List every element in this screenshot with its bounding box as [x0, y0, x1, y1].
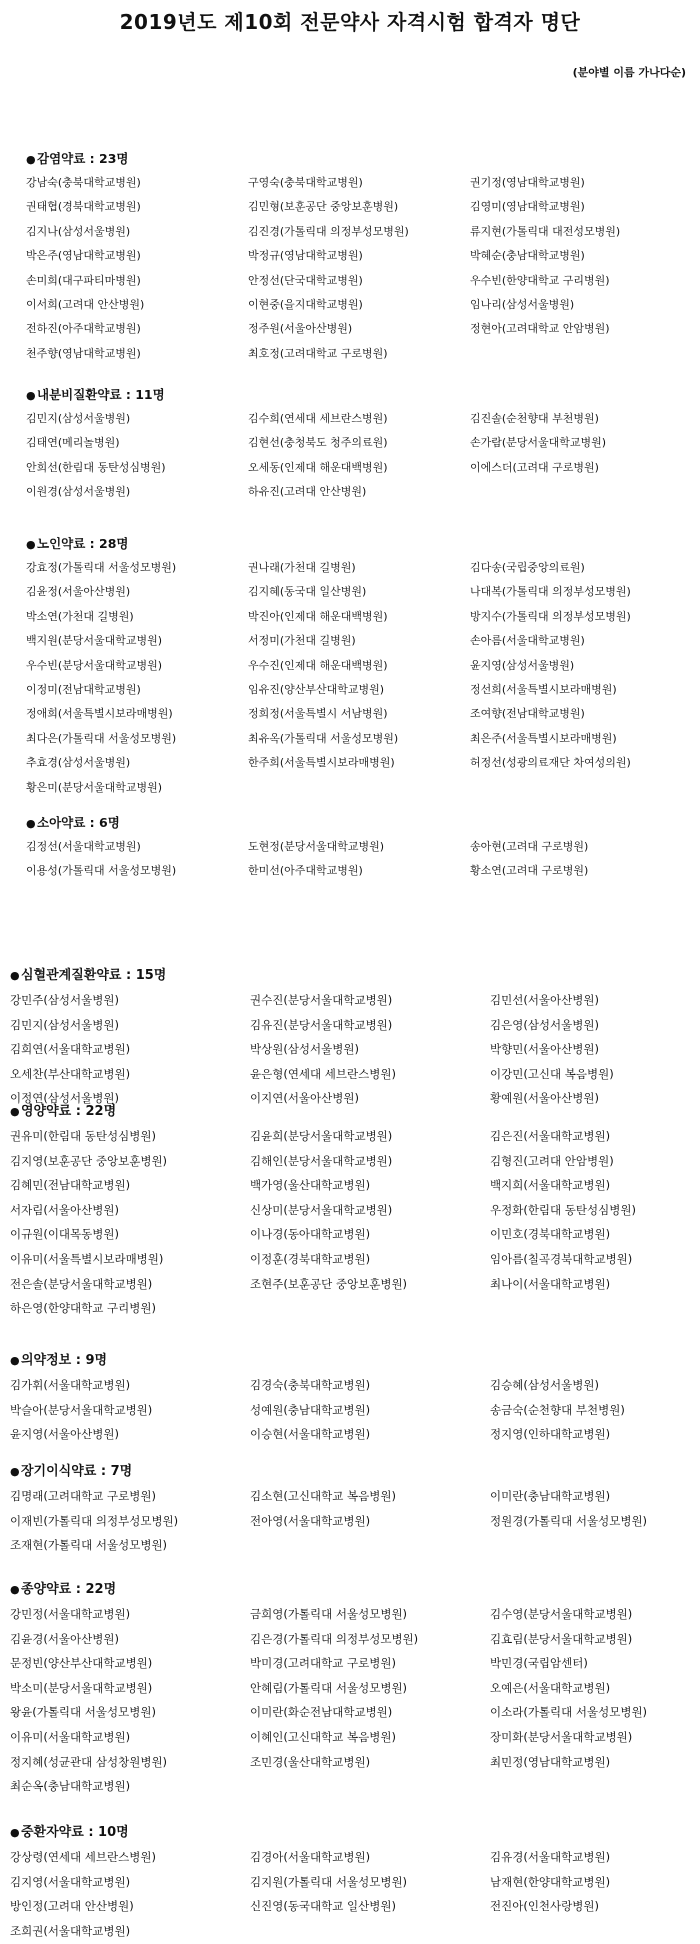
section — [26, 534, 696, 800]
section-heading-text: 중환자약료 : 10명 — [21, 1825, 129, 1840]
section-heading — [10, 1823, 696, 1843]
list-item: 오예은(서울대학교병원) — [490, 1680, 611, 1695]
section-heading-text: 장기이식약료 : 7명 — [21, 1464, 133, 1479]
list-item: 한주희(서울특별시보라매병원) — [248, 756, 395, 770]
section-heading — [26, 534, 696, 554]
list-item: 박혜순(충남대학교병원) — [470, 249, 585, 263]
list-item: 권유미(한림대 동탄성심병원) — [10, 1129, 156, 1143]
list-item: 오세동(인제대 해운대백병원) — [248, 460, 388, 474]
section-heading — [10, 1102, 696, 1122]
list-item: 정지혜(성균관대 삼성창원병원) — [10, 1754, 168, 1769]
list-item: 최호정(고려대학교 구로병원) — [248, 346, 388, 360]
list-item: 최나이(서울대학교병원) — [490, 1276, 611, 1291]
section-heading-text: 의약정보 : 9명 — [21, 1353, 108, 1368]
list-item: 안혜림(가톨릭대 서울성모병원) — [250, 1680, 408, 1695]
section-heading-text: 영양약료 : 22명 — [21, 1104, 117, 1119]
list-item: 천주향(영남대학교병원) — [26, 346, 141, 360]
list-item: 이서희(고려대 안산병원) — [26, 298, 145, 312]
list-item: 이정미(전남대학교병원) — [26, 683, 141, 697]
list-item: 강민정(서울대학교병원) — [10, 1607, 131, 1621]
list-item: 임유진(양산부산대학교병원) — [248, 683, 385, 697]
list-item: 서정미(가천대 길병원) — [248, 634, 356, 648]
list-item: 조여향(전남대학교병원) — [470, 707, 585, 721]
bullet-icon: ● — [26, 538, 36, 551]
bullet-icon: ● — [26, 389, 36, 402]
name-grid — [10, 988, 696, 1111]
section-heading — [26, 813, 696, 833]
list-item: 이정훈(경북대학교병원) — [250, 1251, 371, 1266]
list-item: 백가영(울산대학교병원) — [250, 1178, 371, 1193]
list-item: 오세찬(부산대학교병원) — [10, 1066, 131, 1081]
list-item: 전은솔(분당서울대학교병원) — [10, 1276, 153, 1291]
list-item: 조재현(가톨릭대 서울성모병원) — [10, 1538, 168, 1553]
list-item: 박소미(분당서울대학교병원) — [10, 1680, 153, 1695]
list-item: 금희영(가톨릭대 서울성모병원) — [250, 1607, 408, 1621]
list-item: 권수진(분당서울대학교병원) — [250, 993, 393, 1007]
list-item: 김민선(서울아산병원) — [490, 993, 599, 1007]
list-item: 황소연(고려대 구로병원) — [470, 864, 589, 878]
section-heading — [10, 1351, 696, 1371]
list-item: 박은주(영남대학교병원) — [26, 249, 141, 263]
list-item: 조민경(울산대학교병원) — [250, 1754, 371, 1769]
list-item: 백지원(분당서울대학교병원) — [26, 634, 163, 648]
list-item: 정원경(가톨릭대 서울성모병원) — [490, 1513, 648, 1528]
list-item: 최민정(영남대학교병원) — [490, 1754, 611, 1769]
list-item: 최은주(서울특별시보라매병원) — [470, 731, 617, 745]
list-item: 정희정(서울특별시 서남병원) — [248, 707, 388, 721]
list-item: 이미란(충남대학교병원) — [490, 1489, 611, 1503]
list-item: 이원경(삼성서울병원) — [26, 485, 131, 499]
list-item: 방인정(고려대 안산병원) — [10, 1899, 134, 1914]
list-item: 추효경(삼성서울병원) — [26, 756, 131, 770]
list-item: 김정선(서울대학교병원) — [26, 840, 141, 853]
section — [10, 1102, 696, 1321]
section-heading-text: 내분비질환약료 : 11명 — [37, 387, 165, 402]
list-item: 이소라(가톨릭대 서울성모병원) — [490, 1705, 648, 1720]
list-item: 신진영(동국대학교 일산병원) — [250, 1899, 396, 1914]
section-heading — [10, 1580, 696, 1600]
list-item: 이에스더(고려대 구로병원) — [470, 460, 599, 474]
list-item: 손미희(대구파티마병원) — [26, 273, 141, 287]
list-item: 하유진(고려대 안산병원) — [248, 485, 367, 499]
list-item: 강남숙(충북대학교병원) — [26, 176, 141, 189]
list-item: 김진솔(순천향대 부천병원) — [470, 412, 599, 425]
list-item: 이현중(을지대학교병원) — [248, 298, 363, 312]
list-item: 강민주(삼성서울병원) — [10, 993, 119, 1007]
list-item: 김경아(서울대학교병원) — [250, 1850, 371, 1864]
list-item: 김형진(고려대 안암병원) — [490, 1153, 614, 1168]
list-item: 박소연(가천대 길병원) — [26, 609, 134, 623]
list-item: 정선희(서울특별시보라매병원) — [470, 683, 617, 697]
list-item: 강효정(가톨릭대 서울성모병원) — [26, 561, 177, 574]
list-item: 우수빈(한양대학교 구리병원) — [470, 273, 610, 287]
section-heading — [26, 149, 696, 169]
name-grid — [10, 1124, 696, 1321]
list-item: 윤지영(삼성서울병원) — [470, 658, 575, 672]
name-grid — [26, 835, 696, 884]
list-item: 김영미(영남대학교병원) — [470, 200, 585, 214]
list-item: 김윤정(서울아산병원) — [26, 585, 131, 599]
section-heading — [26, 385, 696, 405]
list-item: 방지수(가톨릭대 의정부성모병원) — [470, 609, 631, 623]
list-item: 김태연(메리놀병원) — [26, 436, 120, 450]
list-item: 장미화(분당서울대학교병원) — [490, 1729, 633, 1744]
list-item: 권태협(경북대학교병원) — [26, 200, 141, 214]
section-heading — [10, 1462, 696, 1482]
list-item: 나대복(가톨릭대 의정부성모병원) — [470, 585, 631, 599]
list-item: 손가람(분당서울대학교병원) — [470, 436, 607, 450]
section-heading-text: 감염약료 : 23명 — [37, 151, 129, 166]
list-item: 김유진(분당서울대학교병원) — [250, 1017, 393, 1032]
bullet-icon: ● — [10, 1354, 20, 1367]
list-item: 이나경(동아대학교병원) — [250, 1227, 371, 1242]
list-item: 성예원(충남대학교병원) — [250, 1402, 371, 1417]
list-item: 김수희(연세대 세브란스병원) — [248, 412, 388, 425]
list-item: 김진경(가톨릭대 의정부성모병원) — [248, 224, 409, 238]
list-item: 김현선(충청북도 청주의료원) — [248, 436, 388, 450]
list-item: 김가휘(서울대학교병원) — [10, 1378, 131, 1392]
section — [26, 149, 696, 366]
list-item: 김명래(고려대학교 구로병원) — [10, 1489, 156, 1503]
list-item: 권기정(영남대학교병원) — [470, 176, 585, 189]
list-item: 안희선(한림대 동탄성심병원) — [26, 460, 166, 474]
list-item: 김은진(서울대학교병원) — [490, 1129, 611, 1143]
section — [26, 813, 696, 884]
list-item: 이강민(고신대 복음병원) — [490, 1066, 614, 1081]
list-item: 정지영(인하대학교병원) — [490, 1427, 611, 1442]
list-item: 김유경(서울대학교병원) — [490, 1850, 611, 1864]
name-grid — [10, 1602, 696, 1799]
list-item: 김소현(고신대학교 복음병원) — [250, 1489, 396, 1503]
list-item: 조희권(서울대학교병원) — [10, 1923, 131, 1938]
list-item: 김은영(삼성서울병원) — [490, 1017, 599, 1032]
list-item: 송아현(고려대 구로병원) — [470, 840, 589, 853]
list-item: 김경숙(충북대학교병원) — [250, 1378, 371, 1392]
bullet-icon: ● — [26, 817, 36, 830]
list-item: 서자림(서울아산병원) — [10, 1202, 119, 1217]
list-item: 김승혜(삼성서울병원) — [490, 1378, 599, 1392]
list-item: 남재현(한양대학교병원) — [490, 1874, 611, 1889]
list-item: 김윤희(분당서울대학교병원) — [250, 1129, 393, 1143]
list-item: 김윤경(서울아산병원) — [10, 1631, 119, 1646]
list-item: 허정선(성광의료재단 차여성의원) — [470, 756, 631, 770]
list-item: 이유미(서울특별시보라매병원) — [10, 1251, 164, 1266]
bullet-icon: ● — [10, 1105, 20, 1118]
list-item: 한미선(아주대학교병원) — [248, 864, 363, 878]
list-item: 박상원(삼성서울병원) — [250, 1042, 359, 1057]
bullet-icon: ● — [10, 1465, 20, 1478]
list-item: 하은영(한양대학교 구리병원) — [10, 1301, 156, 1316]
section — [10, 966, 696, 1111]
list-item: 이유미(서울대학교병원) — [10, 1729, 131, 1744]
list-item: 왕윤(가톨릭대 서울성모병원) — [10, 1705, 156, 1720]
list-item: 김지나(삼성서울병원) — [26, 224, 131, 238]
list-item: 윤지영(서울아산병원) — [10, 1427, 119, 1442]
list-item: 이승현(서울대학교병원) — [250, 1427, 371, 1442]
name-grid — [10, 1373, 696, 1447]
list-item: 임나리(삼성서울병원) — [470, 298, 575, 312]
list-item: 김지영(서울대학교병원) — [10, 1874, 131, 1889]
bullet-icon: ● — [10, 1583, 20, 1596]
section-heading-text: 노인약료 : 28명 — [37, 536, 129, 551]
list-item: 김효림(분당서울대학교병원) — [490, 1631, 633, 1646]
list-item: 이정연(삼성서울병원) — [10, 1091, 119, 1106]
list-item: 박정규(영남대학교병원) — [248, 249, 363, 263]
list-item: 이지연(서울아산병원) — [250, 1091, 359, 1106]
list-item: 우수진(인제대 해운대백병원) — [248, 658, 388, 672]
section — [10, 1823, 696, 1943]
bullet-icon: ● — [10, 1826, 20, 1839]
list-item: 최유옥(가톨릭대 서울성모병원) — [248, 731, 399, 745]
list-item: 구영숙(충북대학교병원) — [248, 176, 363, 189]
section-heading-text: 종양약료 : 22명 — [21, 1582, 117, 1597]
list-item: 이용성(가톨릭대 서울성모병원) — [26, 864, 177, 878]
list-item: 김혜민(전남대학교병원) — [10, 1178, 131, 1193]
list-item: 박미경(고려대학교 구로병원) — [250, 1656, 396, 1671]
list-item: 박슬아(분당서울대학교병원) — [10, 1402, 153, 1417]
list-item: 우정화(한림대 동탄성심병원) — [490, 1202, 636, 1217]
list-item: 박향민(서울아산병원) — [490, 1042, 599, 1057]
list-item: 김희연(서울대학교병원) — [10, 1042, 131, 1057]
list-item: 백지희(서울대학교병원) — [490, 1178, 611, 1193]
list-item: 정현아(고려대학교 안암병원) — [470, 322, 610, 336]
list-item: 김다송(국립중앙의료원) — [470, 561, 585, 574]
list-item: 김민형(보훈공단 중앙보훈병원) — [248, 200, 399, 214]
list-item: 황은미(분당서울대학교병원) — [26, 780, 163, 794]
name-grid — [26, 171, 696, 366]
bullet-icon: ● — [10, 969, 20, 982]
list-item: 손아름(서울대학교병원) — [470, 634, 585, 648]
list-item: 신상미(분당서울대학교병원) — [250, 1202, 393, 1217]
list-item: 김지원(가톨릭대 서울성모병원) — [250, 1874, 408, 1889]
list-item: 이미란(화순전남대학교병원) — [250, 1705, 393, 1720]
list-item: 전진아(인천사랑병원) — [490, 1899, 599, 1914]
name-grid — [10, 1484, 696, 1558]
list-item: 정주원(서울아산병원) — [248, 322, 353, 336]
list-item: 박민경(국립암센터) — [490, 1656, 588, 1671]
name-grid — [26, 556, 696, 800]
list-item: 전아영(서울대학교병원) — [250, 1513, 371, 1528]
list-item: 강상령(연세대 세브란스병원) — [10, 1850, 156, 1864]
list-item: 이규원(이대목동병원) — [10, 1227, 119, 1242]
list-item: 송금숙(순천향대 부천병원) — [490, 1402, 625, 1417]
list-item: 윤은형(연세대 세브란스병원) — [250, 1066, 396, 1081]
list-item: 김민지(삼성서울병원) — [10, 1017, 119, 1032]
section-heading-text: 심혈관계질환약료 : 15명 — [21, 968, 167, 983]
list-item: 최다은(가톨릭대 서울성모병원) — [26, 731, 177, 745]
section-heading — [10, 966, 696, 986]
list-item: 김지혜(동국대 일산병원) — [248, 585, 367, 599]
list-item: 우수빈(분당서울대학교병원) — [26, 658, 163, 672]
section — [10, 1580, 696, 1799]
list-item: 류지현(가톨릭대 대전성모병원) — [470, 224, 621, 238]
section — [10, 1462, 696, 1558]
name-grid — [26, 407, 696, 505]
list-item: 도현정(분당서울대학교병원) — [248, 840, 385, 853]
list-item: 김수영(분당서울대학교병원) — [490, 1607, 633, 1621]
list-item: 안정선(단국대학교병원) — [248, 273, 363, 287]
page-title: 2019년도 제10회 전문약사 자격시험 합격자 명단 — [119, 10, 581, 34]
name-grid — [10, 1845, 696, 1943]
list-item: 정애희(서울특별시보라매병원) — [26, 707, 173, 721]
list-item: 김민지(삼성서울병원) — [26, 412, 131, 425]
list-item: 전하진(아주대학교병원) — [26, 322, 141, 336]
list-item: 황예원(서울아산병원) — [490, 1091, 599, 1106]
sort-note: (분야별 이름 가나다순) — [572, 66, 686, 79]
bullet-icon: ● — [26, 153, 36, 166]
list-item: 이재빈(가톨릭대 의정부성모병원) — [10, 1513, 179, 1528]
section-heading-text: 소아약료 : 6명 — [37, 815, 120, 830]
list-item: 김은경(가톨릭대 의정부성모병원) — [250, 1631, 419, 1646]
list-item: 권나래(가천대 길병원) — [248, 561, 356, 574]
list-item: 조현주(보훈공단 중앙보훈병원) — [250, 1276, 408, 1291]
section — [26, 385, 696, 505]
list-item: 박진아(인제대 해운대백병원) — [248, 609, 388, 623]
list-item: 최순옥(충남대학교병원) — [10, 1779, 131, 1794]
list-item: 김지영(보훈공단 중앙보훈병원) — [10, 1153, 168, 1168]
list-item: 임아름(칠곡경북대학교병원) — [490, 1251, 633, 1266]
section — [10, 1351, 696, 1447]
list-item: 이혜인(고신대학교 복음병원) — [250, 1729, 396, 1744]
list-item: 이민호(경북대학교병원) — [490, 1227, 611, 1242]
list-item: 김해인(분당서울대학교병원) — [250, 1153, 393, 1168]
list-item: 문정빈(양산부산대학교병원) — [10, 1656, 153, 1671]
